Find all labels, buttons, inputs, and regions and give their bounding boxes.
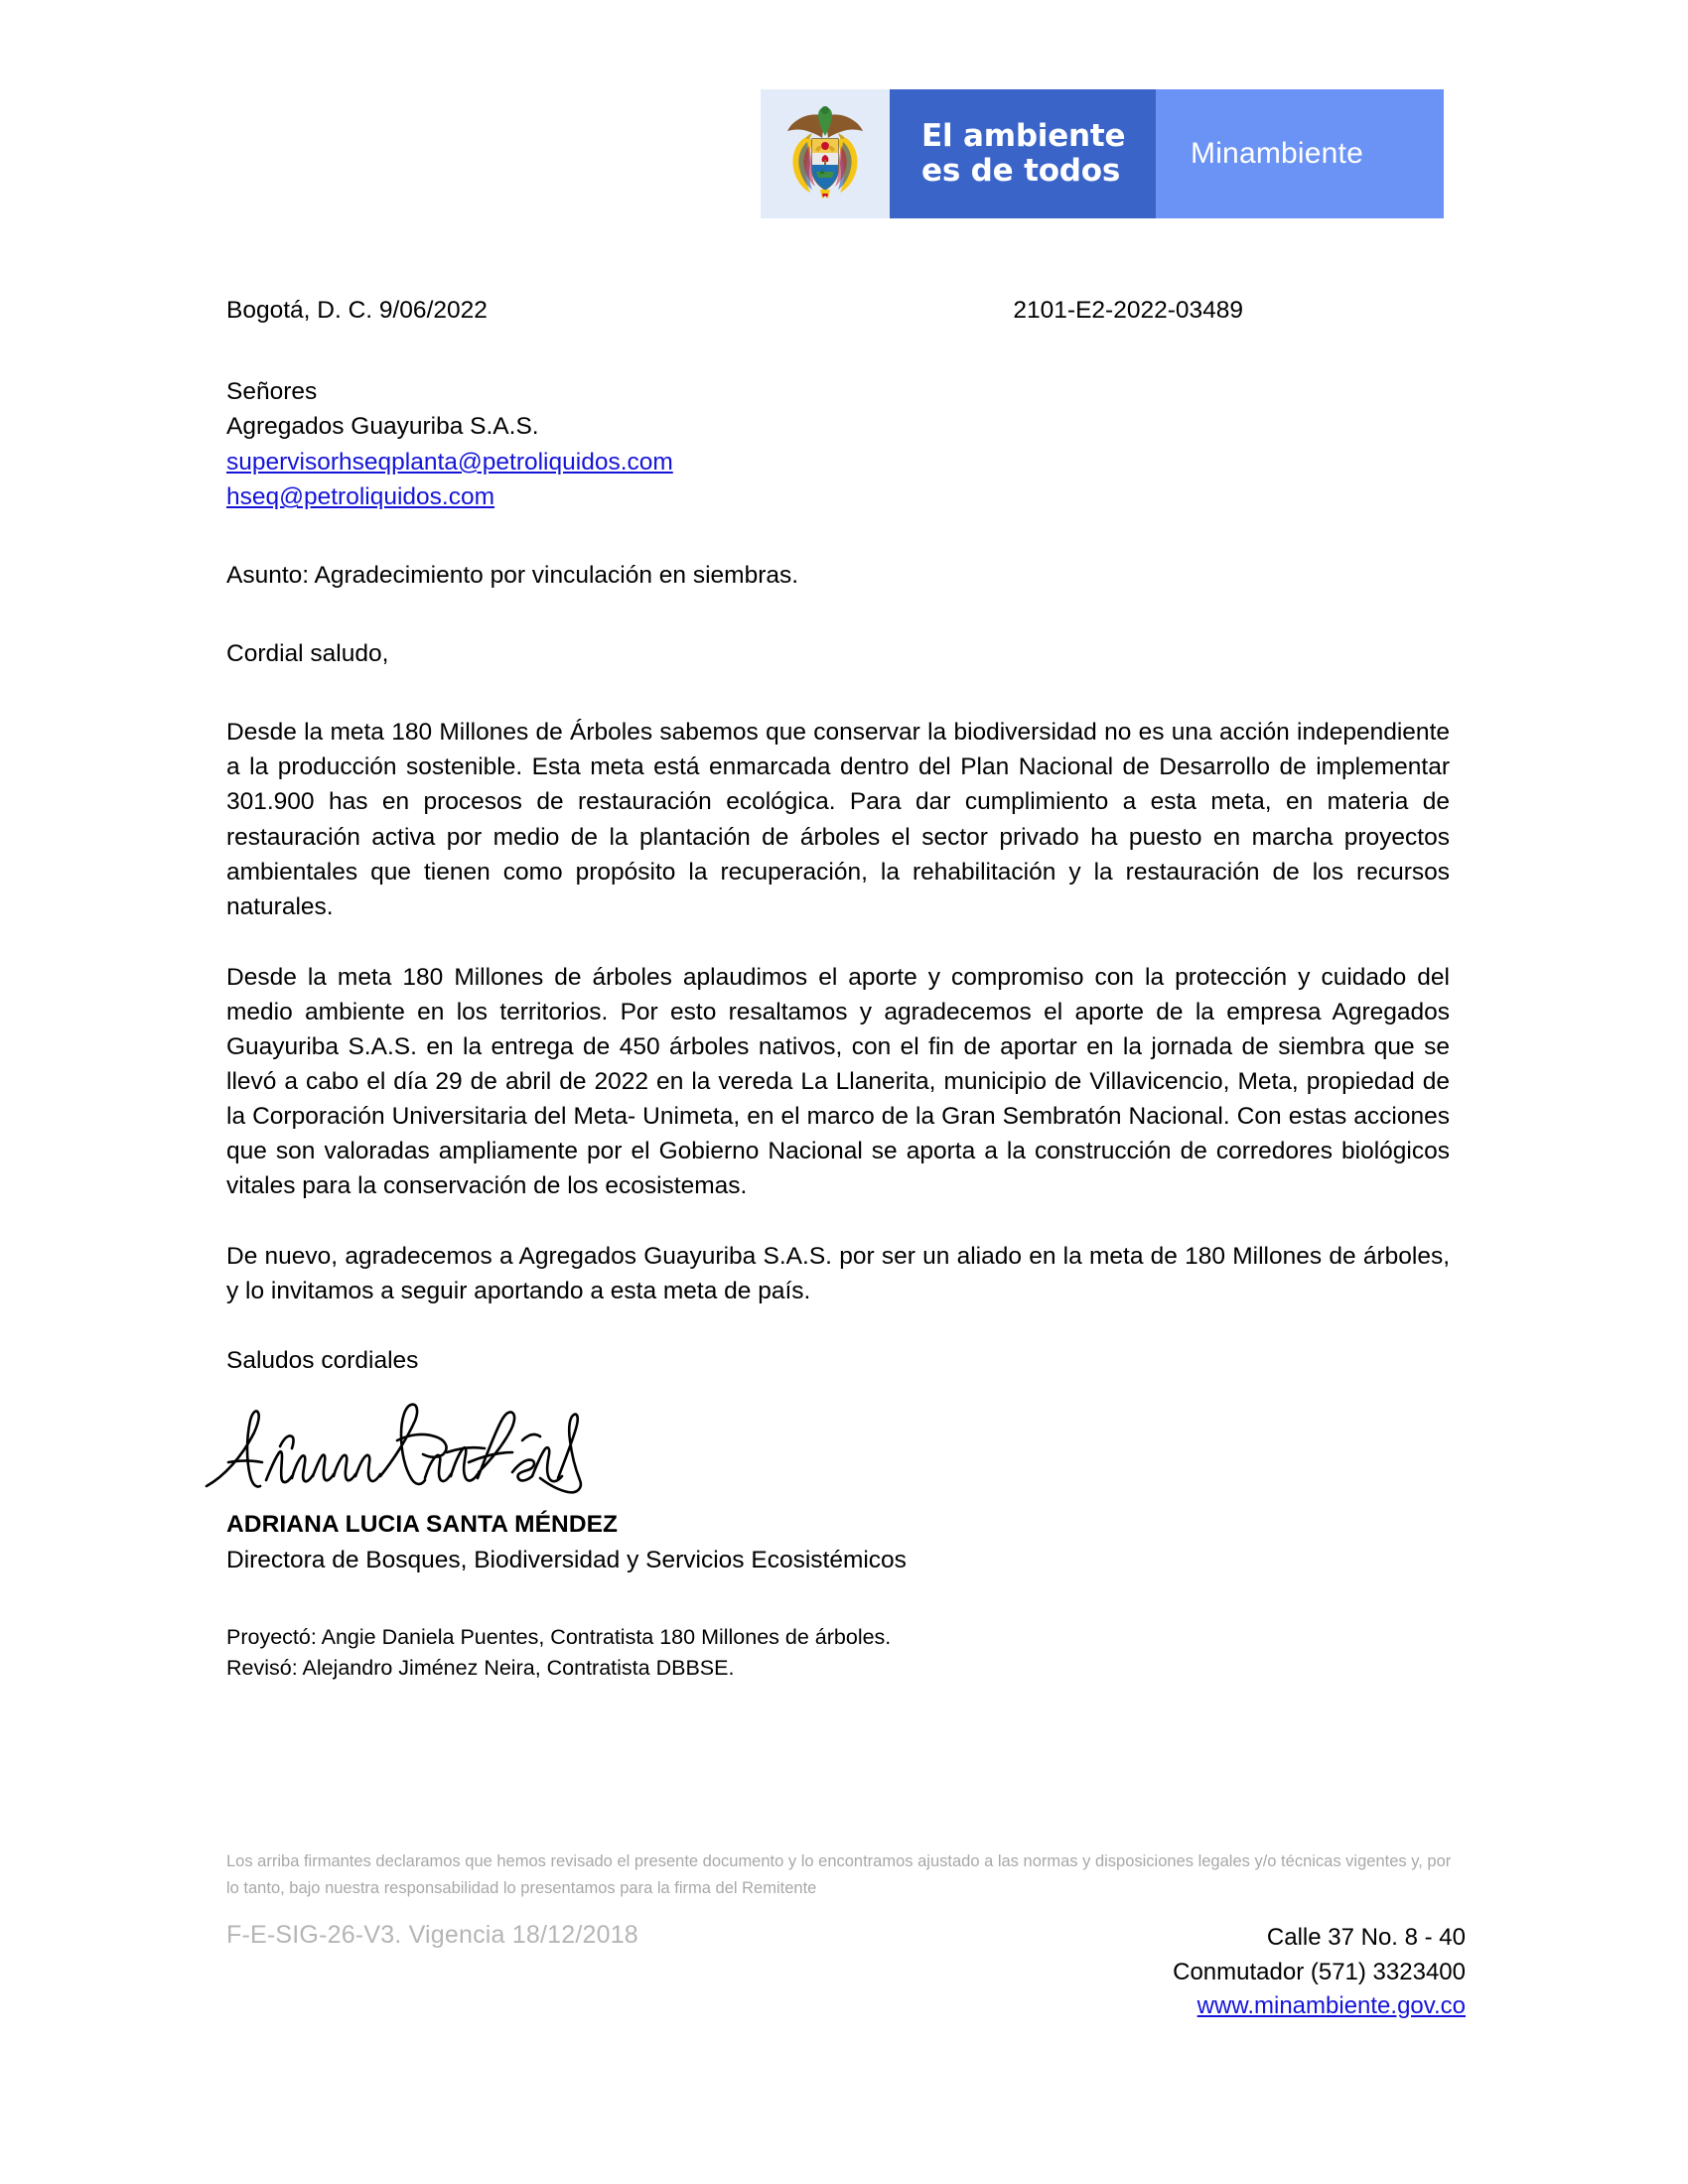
- signature-area: [226, 1395, 1450, 1512]
- handwritten-signature-icon: [185, 1391, 602, 1510]
- slogan-panel: [890, 89, 1156, 218]
- greeting-line: Cordial saludo,: [226, 639, 389, 667]
- brand-name: Minambiente: [1191, 137, 1363, 170]
- projected-by-line: Proyectó: Angie Daniela Puentes, Contratista 180 Millones de árboles.: [226, 1625, 892, 1650]
- paragraph-1: Desde la meta 180 Millones de Árboles sabemos que conservar la biodiversidad no es una acción independiente a la producción sostenible. Esta meta está enmarcada dentro del Plan Nacional de Desarrollo de implementar 301.900 has en procesos de restauración ecológica. Para dar cumplimiento a esta meta, en materia de restauración activa por medio de la plantación de árboles el sector privado ha puesto en marcha proyectos ambientales que tienen como propósito la recuperación, la rehabilitación y la restauración de los recursos naturales.: [226, 719, 1450, 920]
- footer-columns: [226, 1921, 1466, 2022]
- salutation: Señores: [226, 377, 318, 405]
- contact-block: [1173, 1921, 1466, 2022]
- city-date: Bogotá, D. C. 9/06/2022: [226, 297, 488, 324]
- page-footer: [226, 1848, 1466, 2023]
- subject-line: Asunto: Agradecimiento por vinculación en siembras.: [226, 561, 799, 589]
- document-code: 2101-E2-2022-03489: [1013, 297, 1243, 324]
- addressee-block: [226, 374, 1450, 515]
- contact-address: Calle 37 No. 8 - 40: [1266, 1924, 1466, 1952]
- contact-phone: Conmutador (571) 3323400: [1173, 1958, 1466, 1985]
- website-link[interactable]: www.minambiente.gov.co: [1196, 1991, 1466, 2019]
- date-and-code-row: [226, 294, 1450, 329]
- colombia-coat-of-arms-icon: [782, 102, 868, 205]
- minambiente-logo-banner: [761, 89, 1444, 218]
- email-link-2[interactable]: hseq@petroliquidos.com: [226, 483, 495, 511]
- form-code: F-E-SIG-26-V3. Vigencia 18/12/2018: [226, 1921, 638, 1950]
- signer-title: Directora de Bosques, Biodiversidad y Servicios Ecosistémicos: [226, 1547, 907, 1574]
- letter-body: [226, 294, 1450, 1683]
- company-name: Agregados Guayuriba S.A.S.: [226, 413, 539, 441]
- email-link-1[interactable]: supervisorhseqplanta@petroliquidos.com: [226, 448, 673, 476]
- footer-disclaimer: Los arriba firmantes declaramos que hemos revisado el presente documento y lo encontramos ajustado a las normas y disposiciones legales y/o técnicas vigentes y, por lo tanto, bajo nuestra responsabilidad lo presentamos para la firma del Remitente: [226, 1852, 1452, 1897]
- paragraph-2: Desde la meta 180 Millones de árboles aplaudimos el aporte y compromiso con la protección y cuidado del medio ambiente en los territorios. Por esto resaltamos y agradecemos el aporte de la empresa Agregados Guayuriba S.A.S. en la entrega de 450 árboles nativos, con el fin de aportar en la jornada de siembra que se llevó a cabo el día 29 de abril de 2022 en la vereda La Llanerita, municipio de Villavicencio, Meta, propiedad de la Corporación Universitaria del Meta- Unimeta, en el marco de la Gran Sembratón Nacional. Con estas acciones que son valoradas ampliamente por el Gobierno Nacional se aporta a la construcción de corredores biológicos vitales para la conservación de los ecosistemas.: [226, 963, 1450, 1199]
- preparer-meta-block: [226, 1622, 1450, 1683]
- signer-name: ADRIANA LUCIA SANTA MÉNDEZ: [226, 1510, 619, 1538]
- slogan-line-2: es de todos: [921, 153, 1121, 189]
- brand-panel: [1156, 89, 1444, 218]
- closing-line: Saludos cordiales: [226, 1346, 419, 1374]
- coat-of-arms-panel: [761, 89, 890, 218]
- reviewed-by-line: Revisó: Alejandro Jiménez Neira, Contratista DBBSE.: [226, 1655, 735, 1680]
- slogan-line-1: El ambiente: [921, 118, 1126, 154]
- paragraph-3: De nuevo, agradecemos a Agregados Guayuriba S.A.S. por ser un aliado en la meta de 180 Millones de árboles, y lo invitamos a seguir aportando a esta meta de país.: [226, 1242, 1450, 1304]
